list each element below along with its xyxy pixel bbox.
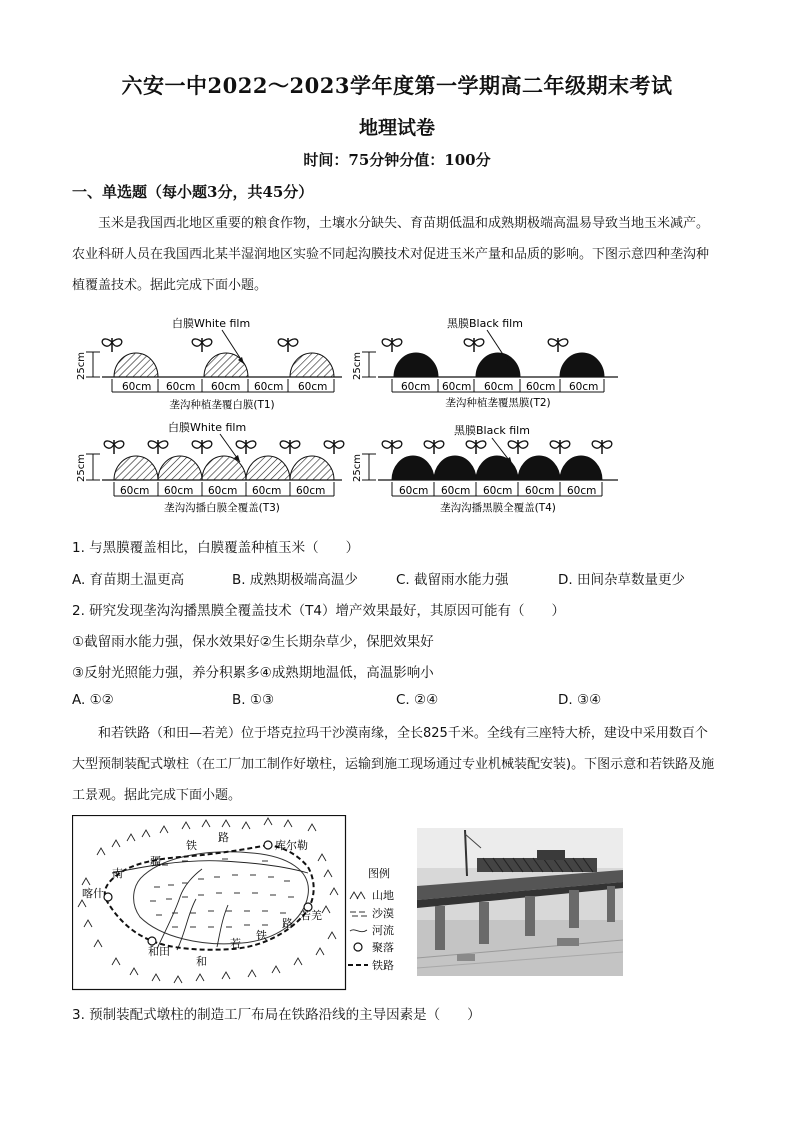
exam-meta: 时间：75分钟分值：100分: [303, 151, 491, 169]
legend-river-icon: [350, 930, 367, 932]
q1-option-b[interactable]: B. 成熟期极端高温少: [232, 572, 358, 588]
panel-t2: [352, 316, 618, 409]
t2-seg-4: 60cm: [526, 381, 556, 393]
exam-title: 六安一中2022～2023学年度第一学期高二年级期末考试: [121, 73, 673, 98]
t4-seg-2: 60cm: [441, 485, 471, 497]
t3-caption: 垄沟沟播白膜全覆盖(T3): [164, 502, 280, 514]
q1-stem: 1. 与黑膜覆盖相比，白膜覆盖种植玉米（ ）: [72, 540, 360, 556]
t1-seg-3: 60cm: [211, 381, 241, 393]
t3-seg-1: 60cm: [120, 485, 150, 497]
panel-t3: [76, 420, 344, 514]
t3-seg-5: 60cm: [296, 485, 326, 497]
q2-statement-line-2: ③反射光照能力强，养分积累多④成熟期地温低，高温影响小: [72, 665, 434, 681]
q3-stem: 3. 预制装配式墩柱的制造工厂布局在铁路沿线的主导因素是（ ）: [72, 1007, 481, 1023]
passage-2-text: 和若铁路（和田—若羌）位于塔克拉玛干沙漠南缘，全长825千米。全线有三座特大桥，建设中采用数百个大型预制装配式墩柱（在工厂加工制作好墩柱，运输到施工现场通过专业机械装配安装)。下图示意和若铁路及施工景观。据此完成下面小题。: [72, 726, 715, 803]
settlement-kashi: [104, 893, 112, 901]
legend-river: 河流: [372, 924, 394, 937]
q1-option-c[interactable]: C. 截留雨水能力强: [396, 572, 509, 588]
t1-ylabel: 25cm: [76, 352, 87, 380]
legend-desert-icon: [350, 912, 367, 916]
t1-seg-1: 60cm: [122, 381, 152, 393]
t2-caption: 垄沟种植垄覆黑膜(T2): [445, 397, 551, 409]
map-label-jiang: 疆: [150, 855, 161, 868]
map-label-nan: 南: [112, 867, 123, 880]
t4-caption: 垄沟沟播黑膜全覆盖(T4): [440, 502, 556, 514]
t2-seg-5: 60cm: [569, 381, 599, 393]
panel-t1: [76, 316, 342, 411]
map-label-lu-2: 路: [282, 917, 293, 930]
t4-seg-4: 60cm: [525, 485, 555, 497]
subject-title: 地理试卷: [358, 117, 435, 139]
t4-seg-5: 60cm: [567, 485, 597, 497]
panel-t4: [352, 423, 618, 514]
section-heading: 一、单选题（每小题3分，共45分）: [72, 183, 314, 201]
t4-film-label: 黑膜Black film: [454, 424, 530, 437]
t1-seg-5: 60cm: [298, 381, 328, 393]
settlement-hetian: [148, 937, 156, 945]
legend-mountain-icon: [350, 892, 365, 899]
legend-settlement-icon: [354, 943, 362, 951]
q2-statement-line-1: ①截留雨水能力强，保水效果好②生长期杂草少，保肥效果好: [72, 634, 434, 650]
q2-option-d[interactable]: D. ③④: [558, 692, 602, 708]
t2-ylabel: 25cm: [352, 352, 363, 380]
t2-film-label: 黑膜Black film: [447, 317, 523, 330]
map-label-tie-1: 铁: [186, 839, 197, 852]
map-label-korla: 库尔勒: [275, 839, 308, 852]
ridge-furrow-figure: [72, 310, 632, 520]
t3-seg-2: 60cm: [164, 485, 194, 497]
legend-title: 图例: [368, 867, 390, 880]
map-label-ruo: 若: [230, 937, 241, 950]
t4-seg-3: 60cm: [483, 485, 513, 497]
map-label-he: 和: [196, 955, 207, 968]
map-label-hetian: 和田: [148, 945, 170, 958]
q2-option-c[interactable]: C. ②④: [396, 692, 439, 708]
settlement-korla: [264, 841, 272, 849]
legend-desert: 沙漠: [372, 907, 394, 920]
legend-mountain: 山地: [372, 889, 394, 902]
map-legend: [348, 866, 394, 972]
t1-seg-2: 60cm: [166, 381, 196, 393]
legend-railway: 铁路: [372, 959, 394, 972]
t1-caption: 垄沟种植垄覆白膜(T1): [169, 399, 275, 411]
t4-seg-1: 60cm: [399, 485, 429, 497]
t2-seg-3: 60cm: [484, 381, 514, 393]
railway-map: [72, 815, 410, 991]
t3-seg-3: 60cm: [208, 485, 238, 497]
q1-option-d[interactable]: D. 田间杂草数量更少: [558, 572, 685, 588]
legend-settlement: 聚落: [372, 941, 394, 954]
map-label-lu-1: 路: [218, 831, 229, 844]
q2-stem: 2. 研究发现垄沟沟播黑膜全覆盖技术（T4）增产效果最好，其原因可能有（ ）: [72, 603, 566, 619]
t3-seg-4: 60cm: [252, 485, 282, 497]
t3-ylabel: 25cm: [76, 454, 87, 482]
t1-film-label: 白膜White film: [172, 317, 251, 330]
map-label-tie-2: 铁: [256, 929, 267, 942]
passage-2: [72, 718, 720, 811]
t2-seg-1: 60cm: [401, 381, 431, 393]
map-label-kashi: 喀什: [82, 887, 104, 900]
q1-option-a[interactable]: A. 育苗期土温更高: [72, 572, 185, 588]
map-label-ruoqiang: 若羌: [300, 909, 322, 922]
t1-seg-4: 60cm: [254, 381, 284, 393]
q2-option-b[interactable]: B. ①③: [232, 692, 275, 708]
construction-photo: [417, 828, 623, 976]
passage-1: [72, 208, 720, 301]
passage-1-text: 玉米是我国西北地区重要的粮食作物，土壤水分缺失、育苗期低温和成熟期极端高温易导致当地玉米减产。农业科研人员在我国西北某半湿润地区实验不同起沟膜技术对促进玉米产量和品质的影响。下图示意四种垄沟种植覆盖技术。据此完成下面小题。: [72, 216, 710, 293]
t2-seg-2: 60cm: [442, 381, 472, 393]
t4-ylabel: 25cm: [352, 454, 363, 482]
t3-film-label: 白膜White film: [168, 421, 247, 434]
q2-option-a[interactable]: A. ①②: [72, 692, 114, 708]
